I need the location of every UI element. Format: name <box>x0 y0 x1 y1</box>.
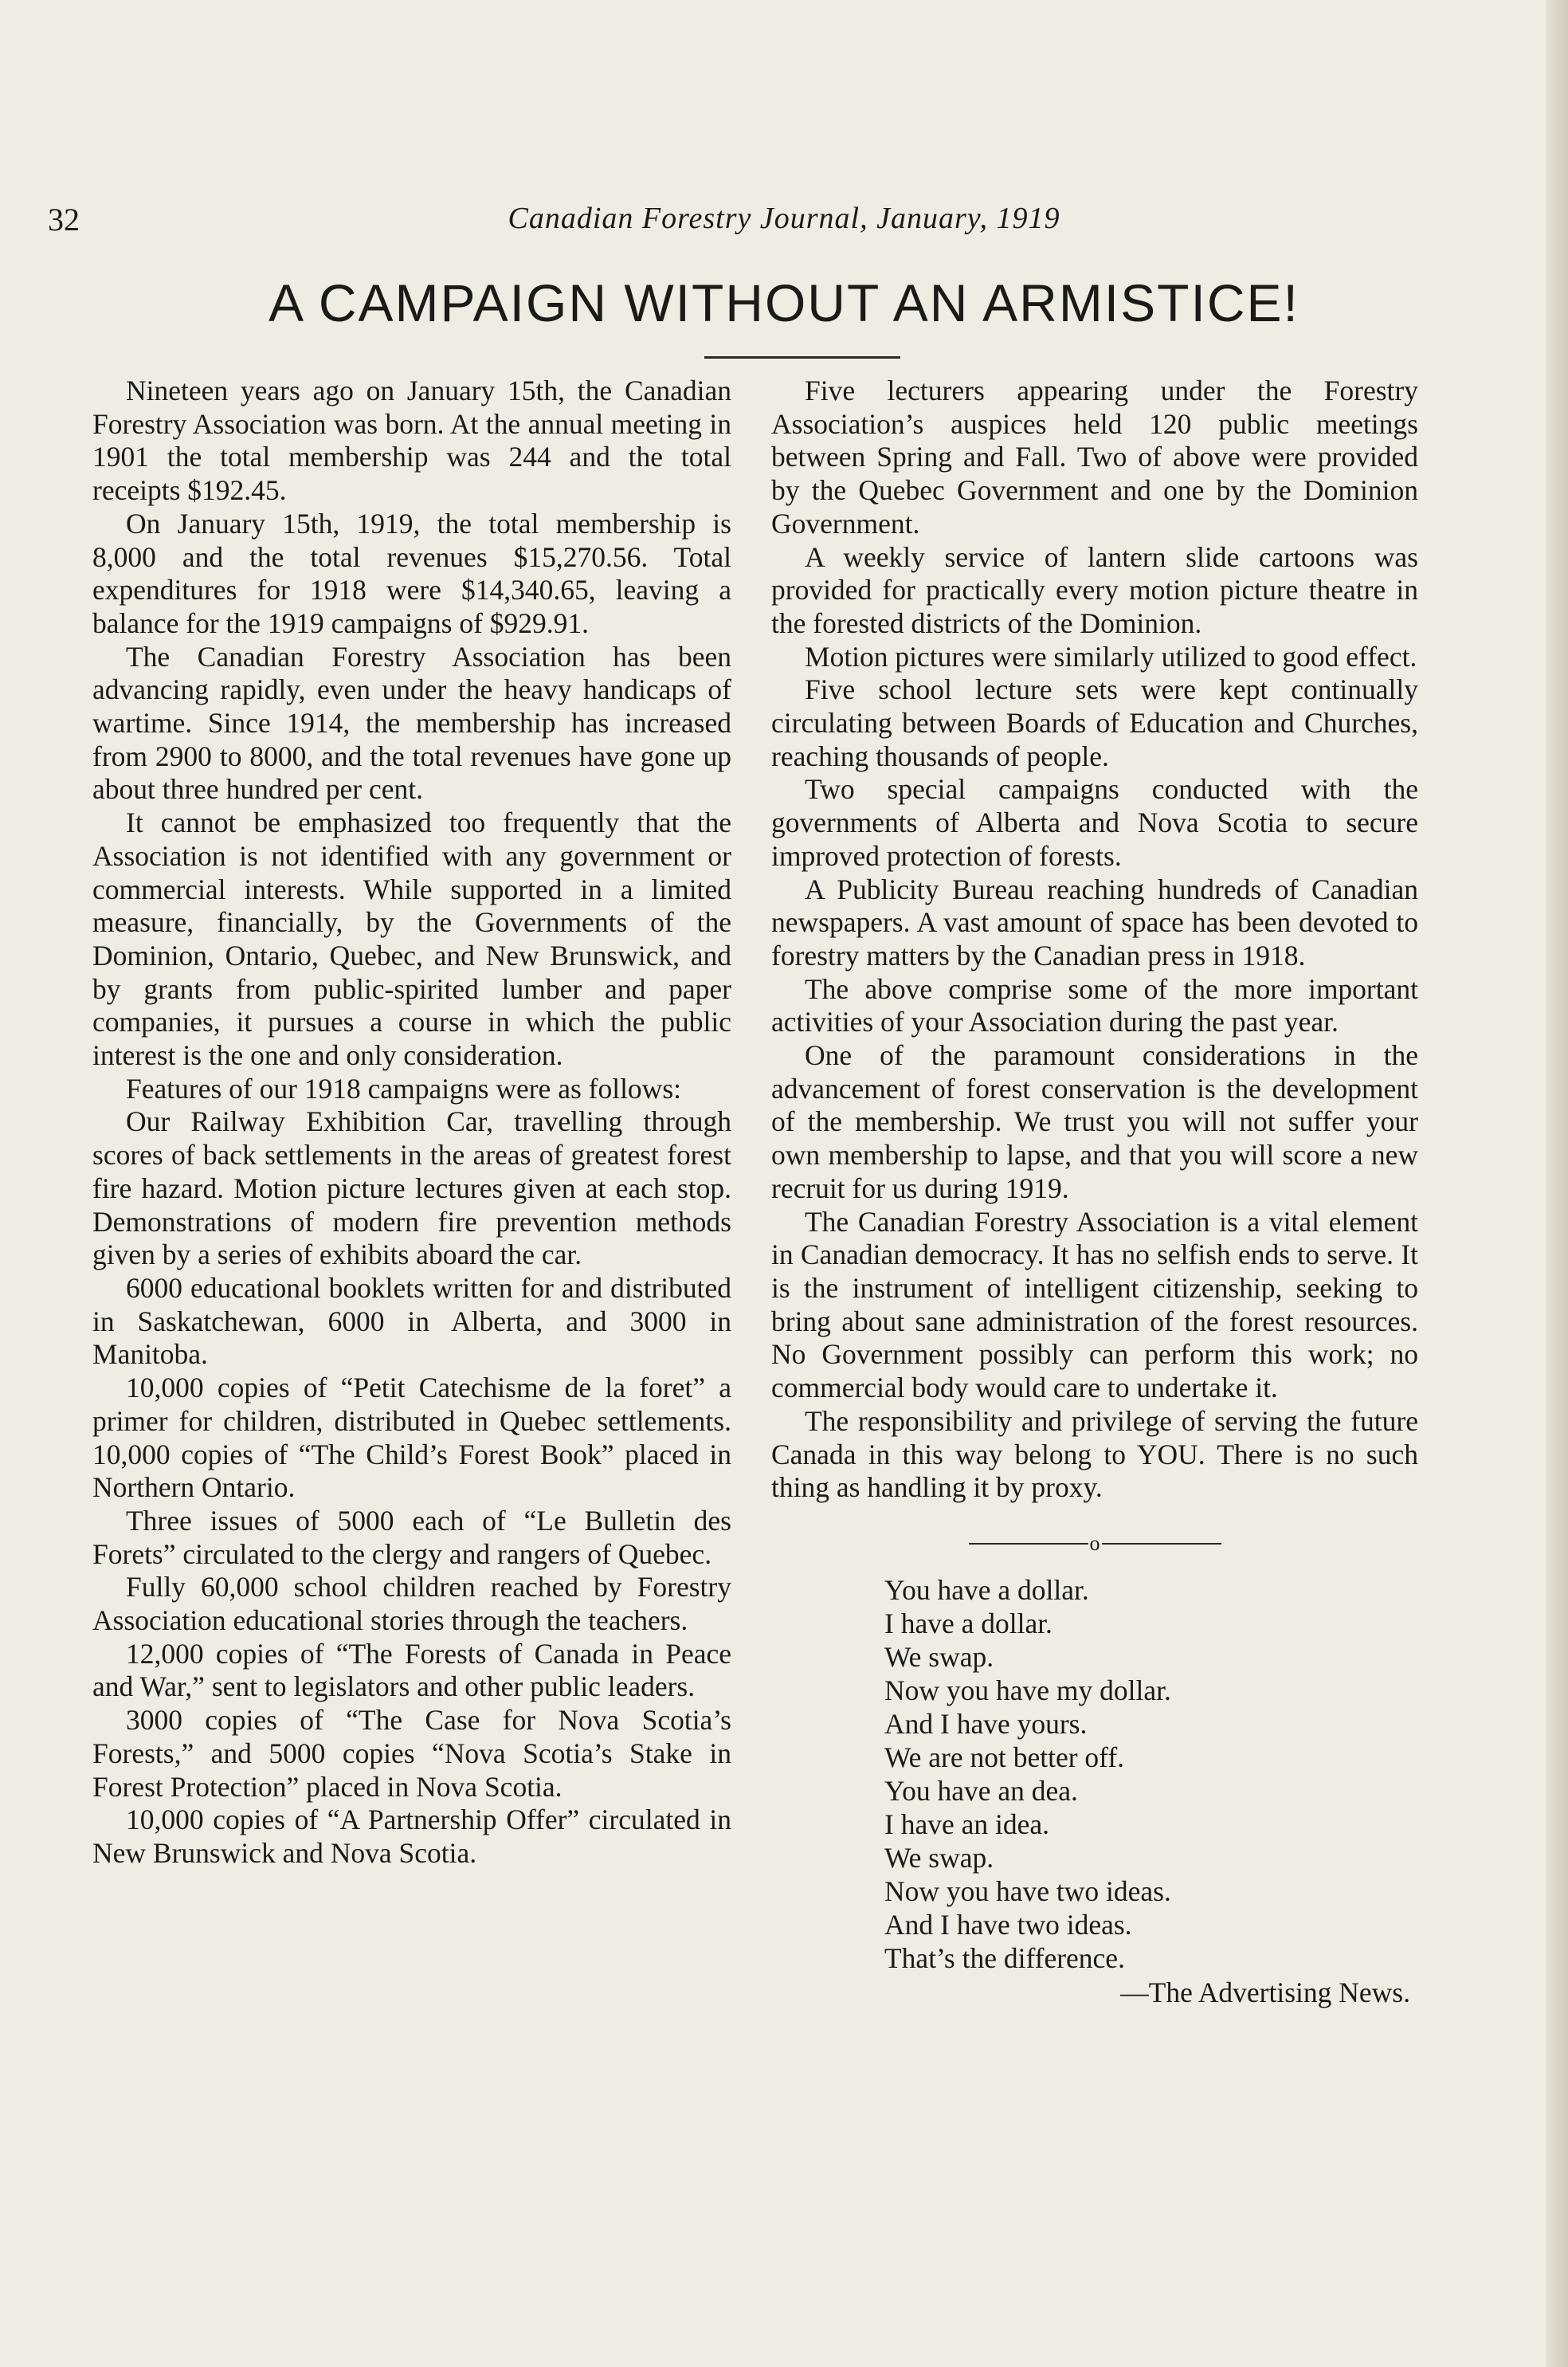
paragraph: Features of our 1918 campaigns were as follows: <box>126 1072 681 1105</box>
poem-attribution: —The Advertising News. <box>1120 1976 1410 2008</box>
running-head: Canadian Forestry Journal, January, 1919 <box>508 202 1060 235</box>
paragraph: The above comprise some of the more important activities of your Association during the past year. <box>771 972 1418 1038</box>
poem-line: Now you have my dollar. <box>884 1674 1171 1706</box>
title-rule <box>704 356 900 359</box>
poem-line: And I have yours. <box>884 1707 1088 1740</box>
page-number: 32 <box>48 202 80 237</box>
poem-line: That’s the difference. <box>884 1941 1125 1974</box>
paragraph: Three issues of 5000 each of “Le Bulletin des Forets” circulated to the clergy and rangers of Quebec. <box>92 1504 731 1570</box>
right-column <box>771 375 1418 2009</box>
poem-line: We are not better off. <box>884 1741 1125 1773</box>
paragraph: 3000 copies of “The Case for Nova Scotia’s Forests,” and 5000 copies “Nova Scotia’s Stake in Forest Protection” placed in Nova Scotia. <box>92 1704 731 1803</box>
poem-line: And I have two ideas. <box>884 1908 1132 1941</box>
paragraph: Fully 60,000 school children reached by Forestry Association educational stories through the teachers. <box>92 1571 731 1637</box>
section-separator <box>771 1525 1418 1559</box>
paragraph: Our Railway Exhibition Car, travelling through scores of back settlements in the areas of greatest forest fire hazard. Motion picture lectures given at each stop. Demonstrations of modern fire prevention methods given by a series of exhibits aboard the car. <box>92 1105 731 1271</box>
separator-symbol: o <box>1089 1531 1100 1555</box>
paragraph: Two special campaigns conducted with the governments of Alberta and Nova Scotia to secure improved protection of forests. <box>771 773 1418 872</box>
paragraph: 12,000 copies of “The Forests of Canada in Peace and War,” sent to legislators and other public leaders. <box>92 1637 731 1703</box>
poem-line: I have a dollar. <box>884 1607 1053 1639</box>
paragraph: 10,000 copies of “A Partnership Offer” circulated in New Brunswick and Nova Scotia. <box>92 1804 731 1869</box>
paragraph: The Canadian Forestry Association is a vital element in Canadian democracy. It has no selfish ends to serve. It is the instrument of intelligent citizenship, seeking to bring about sane administration of the forest resources. No Government possibly can perform this work; no commercial body would care to undertake it. <box>771 1205 1418 1404</box>
poem-line: Now you have two ideas. <box>884 1874 1171 1907</box>
paragraph: 6000 educational booklets written for and distributed in Saskatchewan, 6000 in Alberta, and 3000 in Manitoba. <box>92 1271 731 1371</box>
poem-line: You have a dollar. <box>884 1573 1089 1606</box>
paragraph: Five lecturers appearing under the Forestry Association’s auspices held 120 public meetings between Spring and Fall. Two of above were provided by the Quebec Government and one by the Dominion Government. <box>771 375 1418 540</box>
separator-line <box>1102 1543 1221 1545</box>
paragraph: On January 15th, 1919, the total membership is 8,000 and the total revenues $15,270.56. Total expenditures for 1918 were $14,340.65, leaving a balance for the 1919 campaigns of $929.91. <box>92 507 731 639</box>
separator-line <box>969 1543 1088 1545</box>
article-title: A CAMPAIGN WITHOUT AN ARMISTICE! <box>269 273 1299 332</box>
paragraph: 10,000 copies of “Petit Catechisme de la foret” a primer for children, distributed in Quebec settlements. 10,000 copies of “The Child’s Forest Book” placed in Northern Ontario. <box>92 1372 731 1504</box>
paragraph: A weekly service of lantern slide cartoons was provided for practically every motion picture theatre in the forested districts of the Dominion. <box>771 540 1418 639</box>
paragraph: Nineteen years ago on January 15th, the Canadian Forestry Association was born. At the annual meeting in 1901 the total membership was 244 and the total receipts $192.45. <box>92 375 731 507</box>
paragraph: It cannot be emphasized too frequently that the Association is not identified with any government or commercial interests. While supported in a limited measure, financially, by the Governments of the Dominion, Ontario, Quebec, and New Brunswick, and by grants from public-spirited lumber and paper companies, it pursues a course in which the public interest is the one and only consideration. <box>92 807 731 1072</box>
paragraph: A Publicity Bureau reaching hundreds of Canadian newspapers. A vast amount of space has been devoted to forestry matters by the Canadian press in 1918. <box>771 873 1418 972</box>
page-edge-shadow <box>1546 0 1568 2367</box>
page-header <box>0 201 1568 249</box>
paragraph: Five school lecture sets were kept continually circulating between Boards of Education and Churches, reaching thousands of people. <box>771 673 1418 772</box>
paragraph: One of the paramount considerations in the advancement of forest conservation is the development of the membership. We trust you will not suffer your own membership to lapse, and that you will score a new recruit for us during 1919. <box>771 1039 1418 1204</box>
poem-line: We swap. <box>884 1841 994 1874</box>
poem-line: I have an idea. <box>884 1808 1049 1840</box>
paragraph: The responsibility and privilege of serving the future Canada in this way belong to YOU. There is no such thing as handling it by proxy. <box>771 1404 1418 1504</box>
poem-line: You have an dea. <box>884 1774 1078 1807</box>
left-column <box>92 375 731 1870</box>
poem <box>884 1573 1418 1975</box>
poem-line: We swap. <box>884 1640 994 1673</box>
paragraph: The Canadian Forestry Association has been advancing rapidly, even under the heavy handicaps of wartime. Since 1914, the membership has increased from 2900 to 8000, and the total revenues have gone up about three hundred per cent. <box>92 640 731 806</box>
paragraph: Motion pictures were similarly utilized to good effect. <box>805 640 1417 673</box>
